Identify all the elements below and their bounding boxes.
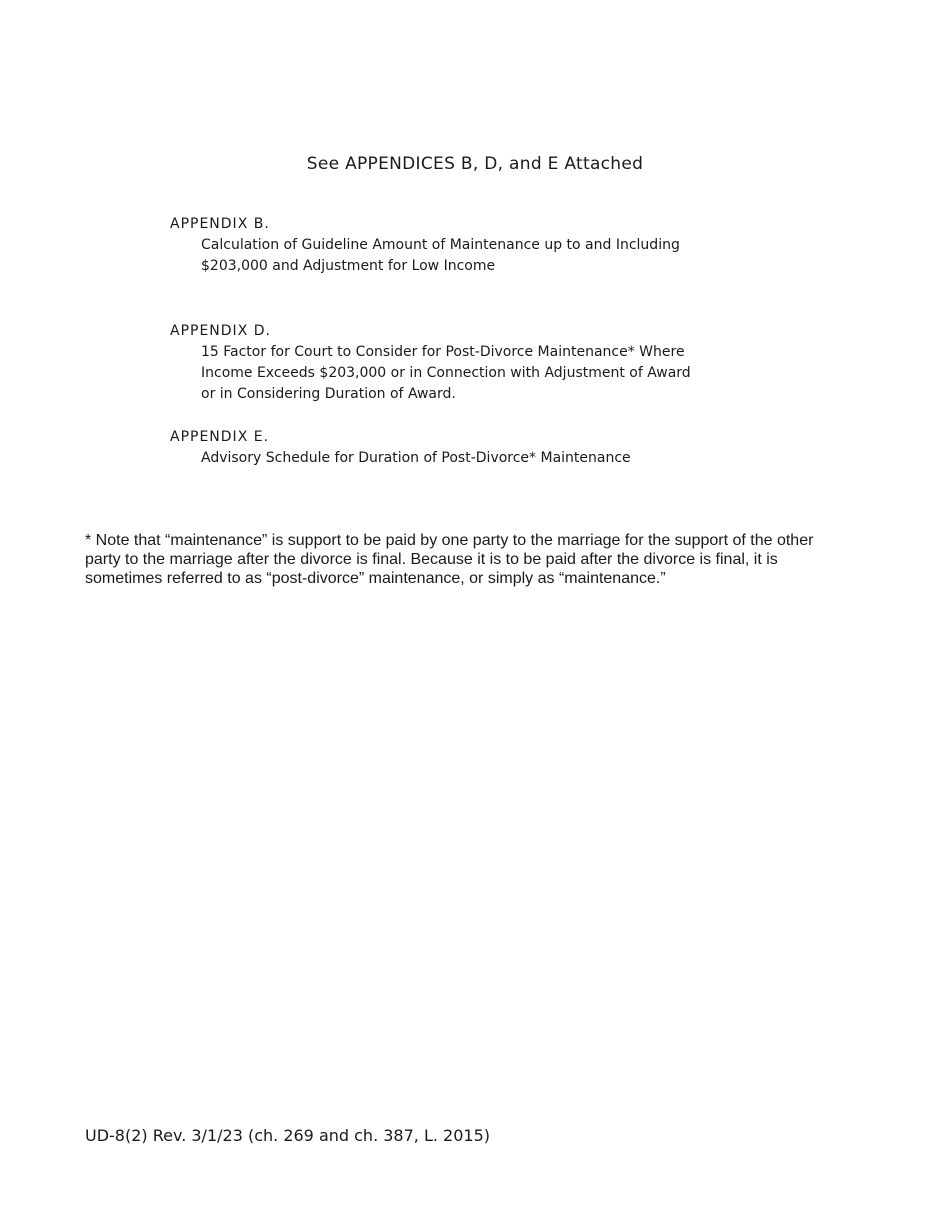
appendix-description-line: Income Exceeds $203,000 or in Connection with Adjustment of Award	[201, 365, 691, 381]
appendix-label: APPENDIX D.	[170, 323, 271, 339]
appendix-label: APPENDIX E.	[170, 429, 270, 445]
appendix-description	[170, 448, 730, 469]
appendix-label: APPENDIX B.	[170, 216, 270, 232]
appendix-description-line: Calculation of Guideline Amount of Maintenance up to and Including	[201, 237, 680, 253]
appendix-description-line: $203,000 and Adjustment for Low Income	[201, 258, 496, 274]
appendix-description	[170, 235, 730, 277]
footnote-line: sometimes referred to as “post-divorce” maintenance, or simply as “maintenance.”	[85, 570, 666, 587]
form-identifier: UD-8(2) Rev. 3/1/23 (ch. 269 and ch. 387, L. 2015)	[85, 1126, 490, 1145]
footnote-line: * Note that “maintenance” is support to be paid by one party to the marriage for the support of the other	[85, 532, 814, 549]
appendix-description-line: 15 Factor for Court to Consider for Post-Divorce Maintenance* Where	[201, 344, 685, 360]
appendix-description-line: Advisory Schedule for Duration of Post-Divorce* Maintenance	[201, 450, 631, 466]
appendix-b	[170, 214, 730, 277]
appendix-description	[170, 342, 730, 405]
page-heading: See APPENDICES B, D, and E Attached	[306, 154, 644, 174]
appendix-d	[170, 321, 730, 405]
maintenance-footnote	[85, 531, 875, 588]
footnote-line: party to the marriage after the divorce is final. Because it is to be paid after the divorce is final, it is	[85, 551, 778, 568]
appendix-description-line: or in Considering Duration of Award.	[201, 386, 456, 402]
appendix-e	[170, 427, 730, 469]
